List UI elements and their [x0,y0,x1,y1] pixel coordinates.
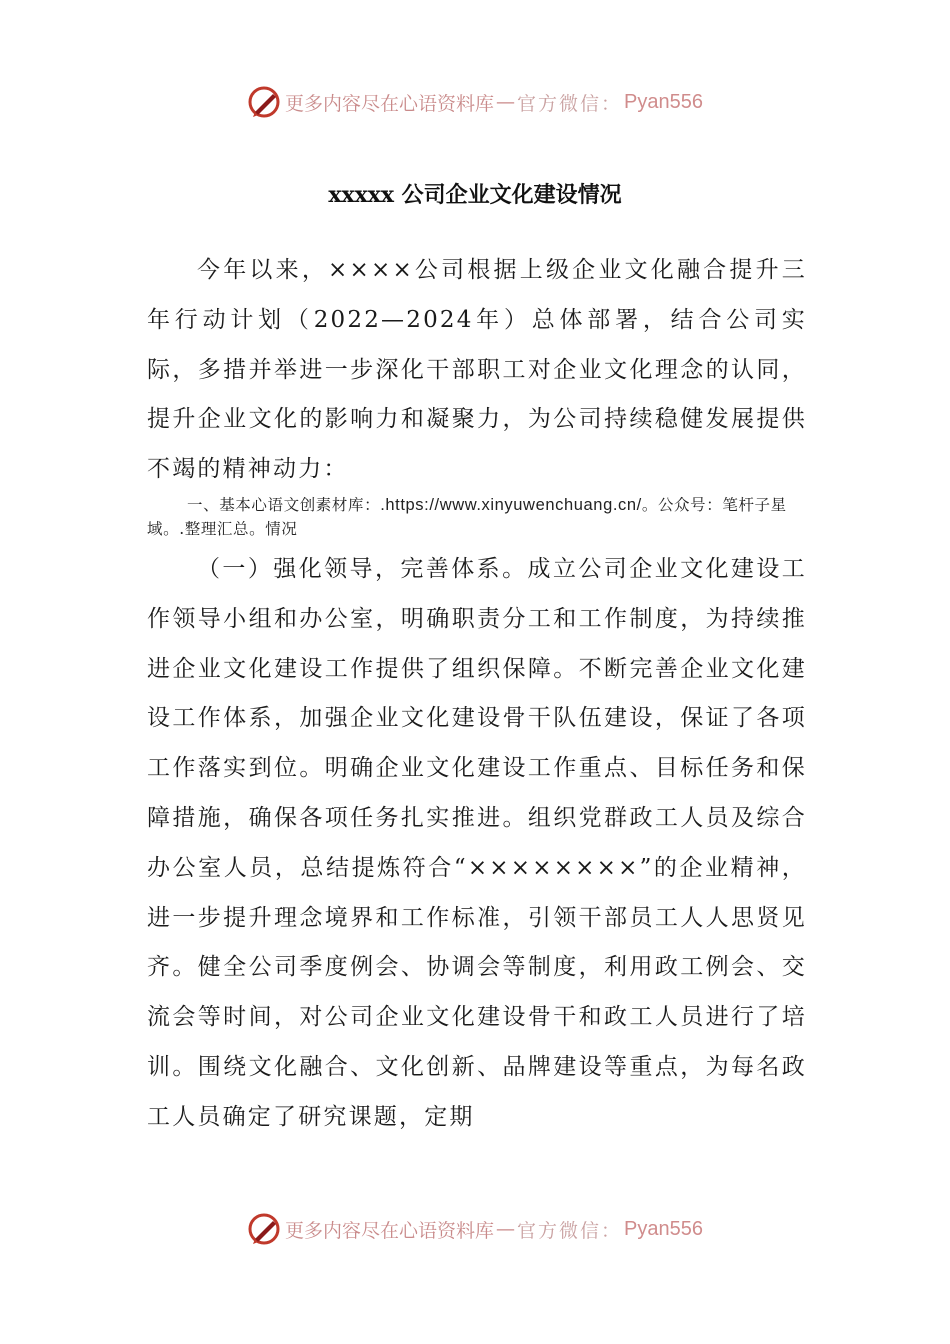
pen-logo-icon [247,1212,281,1246]
banner-separator: — [496,91,516,113]
header-banner [0,82,950,122]
banner-wechat-id: Pyan556 [624,90,703,113]
banner-label: 官方微信： [517,92,623,115]
section-note-url: .https://www.xinyuwenchuang.cn/ [380,496,642,514]
section-note-suffix: 。公众号：笔杆子星域。.整理汇总。情况 [147,496,787,538]
section1-paragraph: （一）强化领导，完善体系。成立公司企业文化建设工作领导小组和办公室，明确职责分工和工作制度，为持续推进企业文化建设工作提供了组织保障。不断完善企业文化建设工作体系，加强企业文化建设骨干队伍建设，保证了各项工作落实到位。明确企业文化建设工作重点、目标任务和保障措施，确保各项任务扎实推进。组织党群政工人员及综合办公室人员，总结提炼符合“××××××××”的企业精神，进一步提升理念境界和工作标准，引领干部员工人人思贤见齐。健全公司季度例会、协调会等制度，利用政工例会、交流会等时间，对公司企业文化建设骨干和政工人员进行了培训。围绕文化融合、文化创新、品牌建设等重点，为每名政工人员确定了研究课题，定期 [147,556,807,1130]
banner-main-text: 更多内容尽在心语资料库 [285,1219,495,1242]
banner-separator: — [496,1218,516,1240]
intro-paragraph: 今年以来，××××公司根据上级企业文化融合提升三年行动计划（2022—2024年）总体部署，结合公司实际，多措并举进一步深化干部职工对企业文化理念的认同，提升企业文化的影响力和凝聚力，为公司持续稳健发展提供不竭的精神动力： [147,257,807,483]
banner-main-text: 更多内容尽在心语资料库 [285,92,495,115]
banner-label: 官方微信： [517,1219,623,1242]
document-title: xxxxx 公司企业文化建设情况 [328,182,622,208]
banner-wechat-id: Pyan556 [624,1217,703,1240]
section-note-prefix: 一、基本心语文创素材库： [187,496,381,514]
footer-banner [0,1209,950,1249]
section-note [147,493,807,541]
pen-logo-icon [247,85,281,119]
